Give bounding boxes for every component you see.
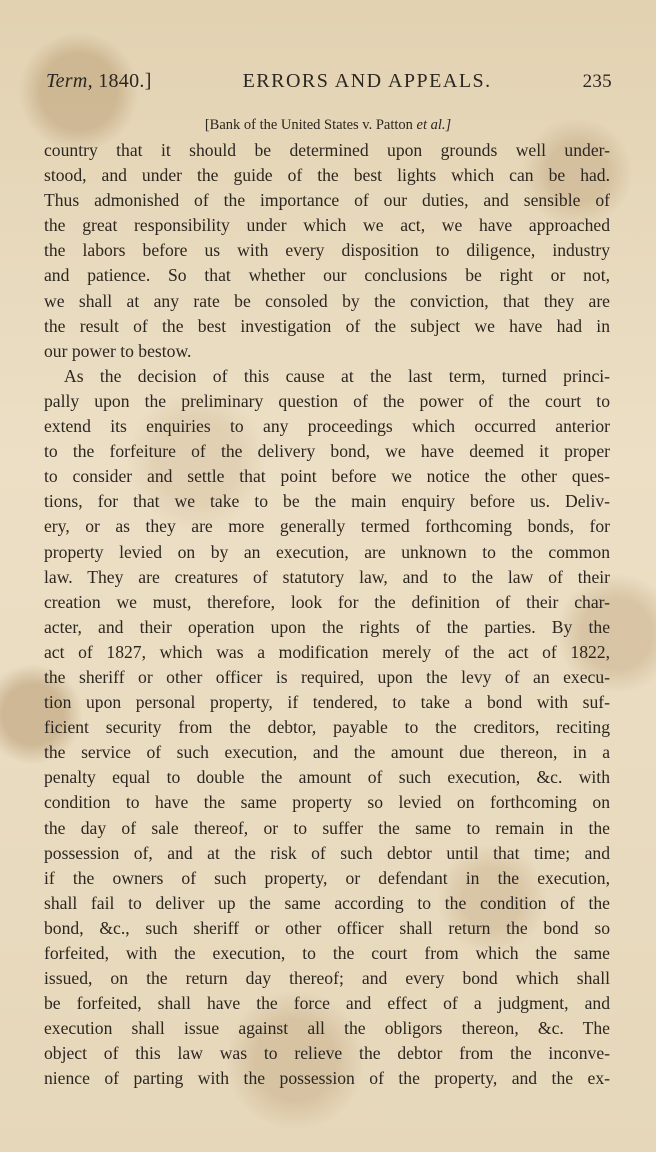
case-reference [0, 117, 656, 134]
text-line: execution shall issue against all the obligors thereon, &c. The [44, 1018, 610, 1039]
text-line: the great responsibility under which we act, we have approached [44, 215, 610, 236]
text-line: pally upon the preliminary question of the power of the court to [44, 390, 610, 411]
text-line: issued, on the return day thereof; and every bond which shall [44, 968, 610, 989]
text-line: ery, or as they are more generally termed forthcoming bonds, for [44, 516, 610, 537]
text-line: penalty equal to double the amount of such execution, &c. with [44, 767, 610, 788]
text-line: the sheriff or other officer is required, upon the levy of an execu- [44, 666, 610, 687]
text-line: Thus admonished of the importance of our duties, and sensible of [44, 190, 610, 211]
text-line: possession of, and at the risk of such debtor until that time; and [44, 842, 610, 863]
running-head-title: ERRORS AND APPEALS. [242, 70, 492, 92]
text-line: and patience. So that whether our conclusions be right or not, [44, 265, 610, 286]
text-line: creation we must, therefore, look for the definition of their char- [44, 591, 610, 612]
text-line: stood, and under the guide of the best lights which can be had. [44, 165, 610, 186]
text-line: nience of parting with the possession of the property, and the ex- [44, 1068, 610, 1089]
text-line: As the decision of this cause at the last term, turned princi- [64, 365, 610, 386]
text-line: if the owners of such property, or defendant in the execution, [44, 867, 610, 888]
body-text [44, 138, 610, 1092]
text-line: shall fail to deliver up the same according to the condition of the [44, 892, 610, 913]
text-line: the service of such execution, and the amount due thereon, in a [44, 742, 610, 763]
text-line: tions, for that we take to be the main enquiry before us. Deliv- [44, 491, 610, 512]
text-line: condition to have the same property so levied on forthcoming on [44, 792, 610, 813]
case-reference-main: [Bank of the United States v. Patton [204, 117, 413, 133]
text-line: our power to bestow. [44, 340, 192, 361]
text-line: country that it should be determined upon grounds well under- [44, 140, 610, 160]
text-line: act of 1827, which was a modification merely of the act of 1822, [44, 641, 610, 662]
text-line: bond, &c., such sheriff or other officer shall return the bond so [44, 917, 610, 938]
text-line: the labors before us with every disposition to diligence, industry [44, 240, 610, 261]
text-line: property levied on by an execution, are unknown to the common [44, 541, 610, 562]
text-line: to consider and settle that point before we notice the other ques- [44, 466, 610, 487]
term-year: 1840.] [98, 70, 152, 92]
term-label: Term, [46, 70, 93, 92]
text-line: extend its enquiries to any proceedings which occurred anterior [44, 416, 610, 437]
text-line: the result of the best investigation of the subject we have had in [44, 315, 610, 336]
text-line: tion upon personal property, if tendered, to take a bond with suf- [44, 692, 610, 713]
running-head [46, 70, 612, 93]
text-line: object of this law was to relieve the debtor from the inconve- [44, 1043, 610, 1064]
page-number: 235 [582, 71, 612, 92]
text-line: to the forfeiture of the delivery bond, we have deemed it proper [44, 441, 610, 462]
text-line: law. They are creatures of statutory law, and to the law of their [44, 566, 610, 587]
text-line: forfeited, with the execution, to the court from which the same [44, 943, 610, 963]
text-line: be forfeited, shall have the force and effect of a judgment, and [44, 993, 610, 1014]
text-line: the day of sale thereof, or to suffer the same to remain in the [44, 817, 610, 838]
text-line: acter, and their operation upon the rights of the parties. By the [44, 616, 610, 637]
text-line: we shall at any rate be consoled by the conviction, that they are [44, 290, 610, 311]
case-reference-suffix: et al.] [416, 117, 452, 133]
text-line: ficient security from the debtor, payable to the creditors, reciting [44, 717, 610, 738]
running-head-term [46, 70, 152, 93]
